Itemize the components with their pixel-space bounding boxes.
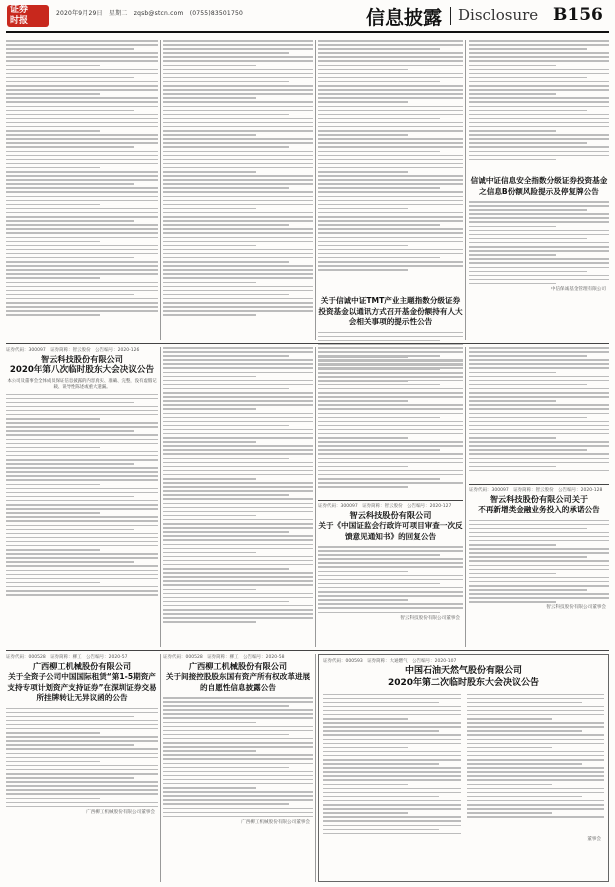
- signature: 广西柳工机械股份有限公司董事会: [241, 819, 310, 825]
- body-text: [163, 347, 313, 647]
- column-divider: [315, 347, 316, 647]
- header-divider: [450, 7, 451, 25]
- zhiyun-meeting-announcement: [6, 347, 158, 647]
- column-divider: [315, 40, 316, 340]
- page-number: B156: [553, 5, 603, 25]
- company-name: 智云科技股份有限公司: [41, 354, 123, 364]
- page-header: [0, 0, 615, 34]
- company-name: 中国石油天然气股份有限公司: [404, 666, 522, 676]
- body-text: [163, 40, 313, 340]
- body-text: [318, 40, 463, 295]
- middle-continuation: [318, 347, 463, 497]
- continuation-column-2: [163, 40, 313, 340]
- column-divider: [465, 347, 466, 647]
- logo-text-1: 证券: [10, 5, 29, 15]
- section-title-en: Disclosure: [458, 6, 539, 24]
- security-codes: 证券代码：300097 证券简称：智云股份 公告编号：2020-128: [469, 488, 603, 493]
- company-name: 智云科技股份有限公司关于: [489, 494, 589, 504]
- continuation-column-3: [318, 40, 463, 295]
- signature: 广西柳工机械股份有限公司董事会: [86, 809, 155, 815]
- announcement-title: 关于全资子公司中国国际租赁“第1-5期资产支持专项计划资产支持证券”在深圳证券交易所挂牌转让无异议函的公告: [7, 672, 157, 702]
- right-middle-continuation: [469, 347, 609, 482]
- signature: 董事会: [587, 836, 601, 842]
- newspaper-logo: [7, 5, 49, 27]
- body-text: [469, 40, 609, 170]
- security-codes: 证券代码：300097 证券简称：智云股份 公告编号：2020-126: [6, 348, 140, 353]
- huaxin-index-announcement: [469, 176, 609, 340]
- section-title: 信息披露: [366, 7, 443, 29]
- continuation-column-1: [6, 40, 158, 340]
- signature: 中信保诚基金管理有限公司: [550, 286, 606, 292]
- right-continuation: [469, 40, 609, 170]
- company-name: 广西柳工机械股份有限公司: [32, 661, 132, 671]
- announcement-title: 2020年第八次临时股东大会决议公告: [9, 365, 155, 375]
- section-divider: [6, 343, 609, 344]
- column-divider: [160, 347, 161, 647]
- announcement-title: 关于间接控股股东国有资产所有权改革进展的自愿性信息披露公告: [165, 672, 311, 692]
- guangxi-liugong-reform-announcement: [163, 654, 313, 882]
- date-contact-info: 2020年9月29日 星期二 zqsb@stcn.com (0755)83501750: [56, 10, 244, 17]
- column-divider: [315, 654, 316, 882]
- company-name: 广西柳工机械股份有限公司: [188, 661, 288, 671]
- zhiyun-meeting-continued: [163, 347, 313, 647]
- column-divider: [160, 40, 161, 340]
- security-codes: 证券代码：000593 证券简称：大通燃气 公告编号：2020-107: [323, 659, 457, 664]
- signature: 智云科技股份有限公司董事会: [400, 615, 460, 621]
- zhiyun-csrc-reply-announcement: [318, 503, 463, 647]
- disclaimer-notice: 本公司及董事会全体成员保证信息披露的内容真实、准确、完整，没有虚假记载、误导性陈述或重大遗漏。: [7, 378, 157, 390]
- security-codes: 证券代码：300097 证券简称：智云股份 公告编号：2020-127: [318, 504, 452, 509]
- announcement-title: 2020年第二次临时股东大会决议公告: [387, 678, 540, 688]
- security-codes: 证券代码：000528 证券简称：柳工 公告编号：2020-57: [6, 655, 128, 660]
- signature: 智云科技股份有限公司董事会: [546, 605, 606, 611]
- section-divider: [6, 650, 609, 651]
- header-rule: [6, 31, 609, 33]
- guangxi-liugong-abs-announcement: [6, 654, 158, 882]
- body-text: [6, 40, 158, 340]
- cnpc-gas-meeting-announcement: [318, 654, 609, 882]
- body-text-right: [467, 694, 605, 837]
- zhiyun-promise-announcement: [469, 487, 609, 647]
- column-divider: [160, 654, 161, 882]
- announcement-title: 不再新增类金融业务投入的承诺公告: [478, 505, 600, 514]
- body-text: [469, 347, 609, 482]
- body-text: [318, 347, 463, 497]
- logo-text-2: 时报: [10, 16, 29, 26]
- announcement-title: 关于《中国证监会行政许可项目审查一次反馈意见通知书》的回复公告: [318, 521, 463, 541]
- announcement-title: 信诚中证信息安全指数分级证券投资基金之信息B份额风险提示及停复牌公告: [470, 176, 608, 196]
- body-text-left: [323, 694, 461, 837]
- section-divider: [318, 500, 463, 501]
- column-divider: [465, 40, 466, 340]
- security-codes: 证券代码：000528 证券简称：柳工 公告编号：2020-58: [163, 655, 285, 660]
- company-name: 智云科技股份有限公司: [349, 510, 432, 520]
- announcement-title: 关于信诚中证TMT产业主题指数分级证券投资基金以通讯方式召开基金份额持有人大会相关事项的提示性公告: [318, 296, 463, 326]
- section-divider: [469, 484, 609, 485]
